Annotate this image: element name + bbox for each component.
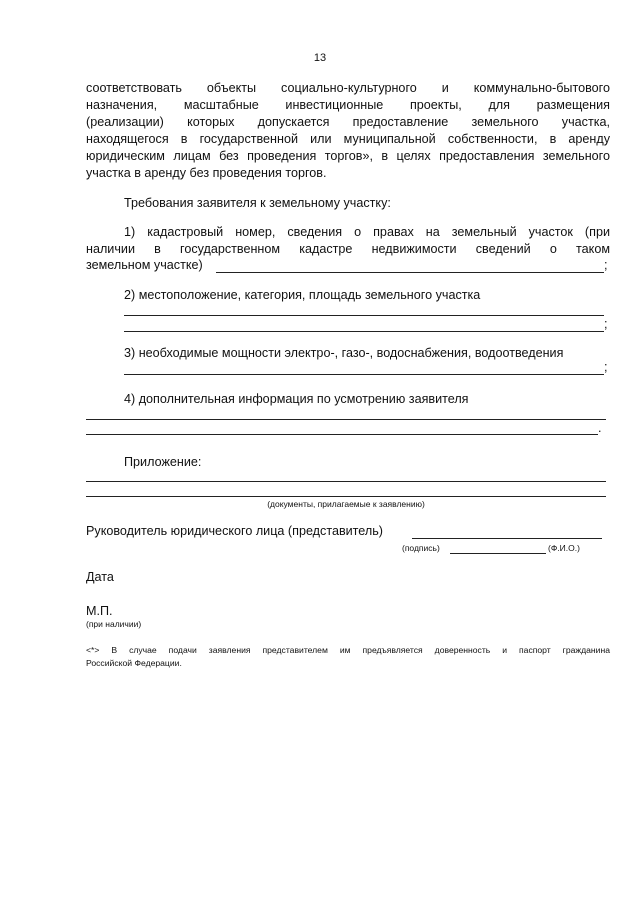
item1-semicolon: ;: [604, 258, 608, 272]
requirements-heading: Требования заявителя к земельному участку:: [124, 196, 391, 210]
appendix-fill-line[interactable]: [86, 481, 606, 482]
intro-line: назначения, масштабные инвестиционные проекты, для размещения: [86, 98, 610, 112]
head-fill-line[interactable]: [412, 538, 602, 539]
page-number: 13: [313, 52, 327, 64]
item4-label: 4) дополнительная информация по усмотрению заявителя: [124, 392, 469, 406]
seal-label: М.П.: [86, 604, 113, 618]
fio-label: (Ф.И.О.): [548, 543, 580, 553]
footnote-line: <*> В случае подачи заявления представителем им предъявляется доверенность и паспорт гражданина: [86, 645, 610, 655]
appendix-caption: (документы, прилагаемые к заявлению): [267, 499, 425, 509]
appendix-label: Приложение:: [124, 455, 202, 469]
item4-fill-line[interactable]: [86, 434, 598, 435]
item4-period: .: [598, 421, 602, 435]
item1-fill-line[interactable]: [216, 272, 604, 273]
item3-semicolon: ;: [604, 360, 608, 374]
item3-fill-line[interactable]: [124, 374, 604, 375]
signature-label: (подпись): [402, 543, 440, 553]
item3-label: 3) необходимые мощности электро-, газо-, водоснабжения, водоотведения: [124, 346, 564, 360]
date-label: Дата: [86, 570, 114, 584]
seal-note: (при наличии): [86, 619, 142, 629]
appendix-fill-line[interactable]: [86, 496, 606, 497]
item2-fill-line[interactable]: [124, 331, 604, 332]
head-label: Руководитель юридического лица (представитель): [86, 524, 383, 538]
intro-line: находящегося в государственной или муниципальной собственности, в аренду: [86, 132, 610, 146]
item4-fill-line[interactable]: [86, 419, 606, 420]
item2-label: 2) местоположение, категория, площадь земельного участка: [124, 288, 481, 302]
item2-semicolon: ;: [604, 317, 608, 331]
item1-line: земельном участке): [86, 258, 203, 272]
item2-fill-line[interactable]: [124, 315, 604, 316]
footnote-line: Российской Федерации.: [86, 658, 182, 668]
intro-line: (реализации) которых допускается предоставление земельного участка,: [86, 115, 610, 129]
intro-line: соответствовать объекты социально-культурного и коммунально-бытового: [86, 81, 610, 95]
intro-line: участка в аренду без проведения торгов.: [86, 166, 327, 180]
item1-line: наличии в государственном кадастре недвижимости сведений о таком: [86, 242, 610, 256]
signature-fill-line[interactable]: [450, 553, 546, 554]
intro-line: юридическим лицам без проведения торгов», в целях предоставления земельного: [86, 149, 610, 163]
item1-line: 1) кадастровый номер, сведения о правах на земельный участок (при: [124, 225, 610, 239]
